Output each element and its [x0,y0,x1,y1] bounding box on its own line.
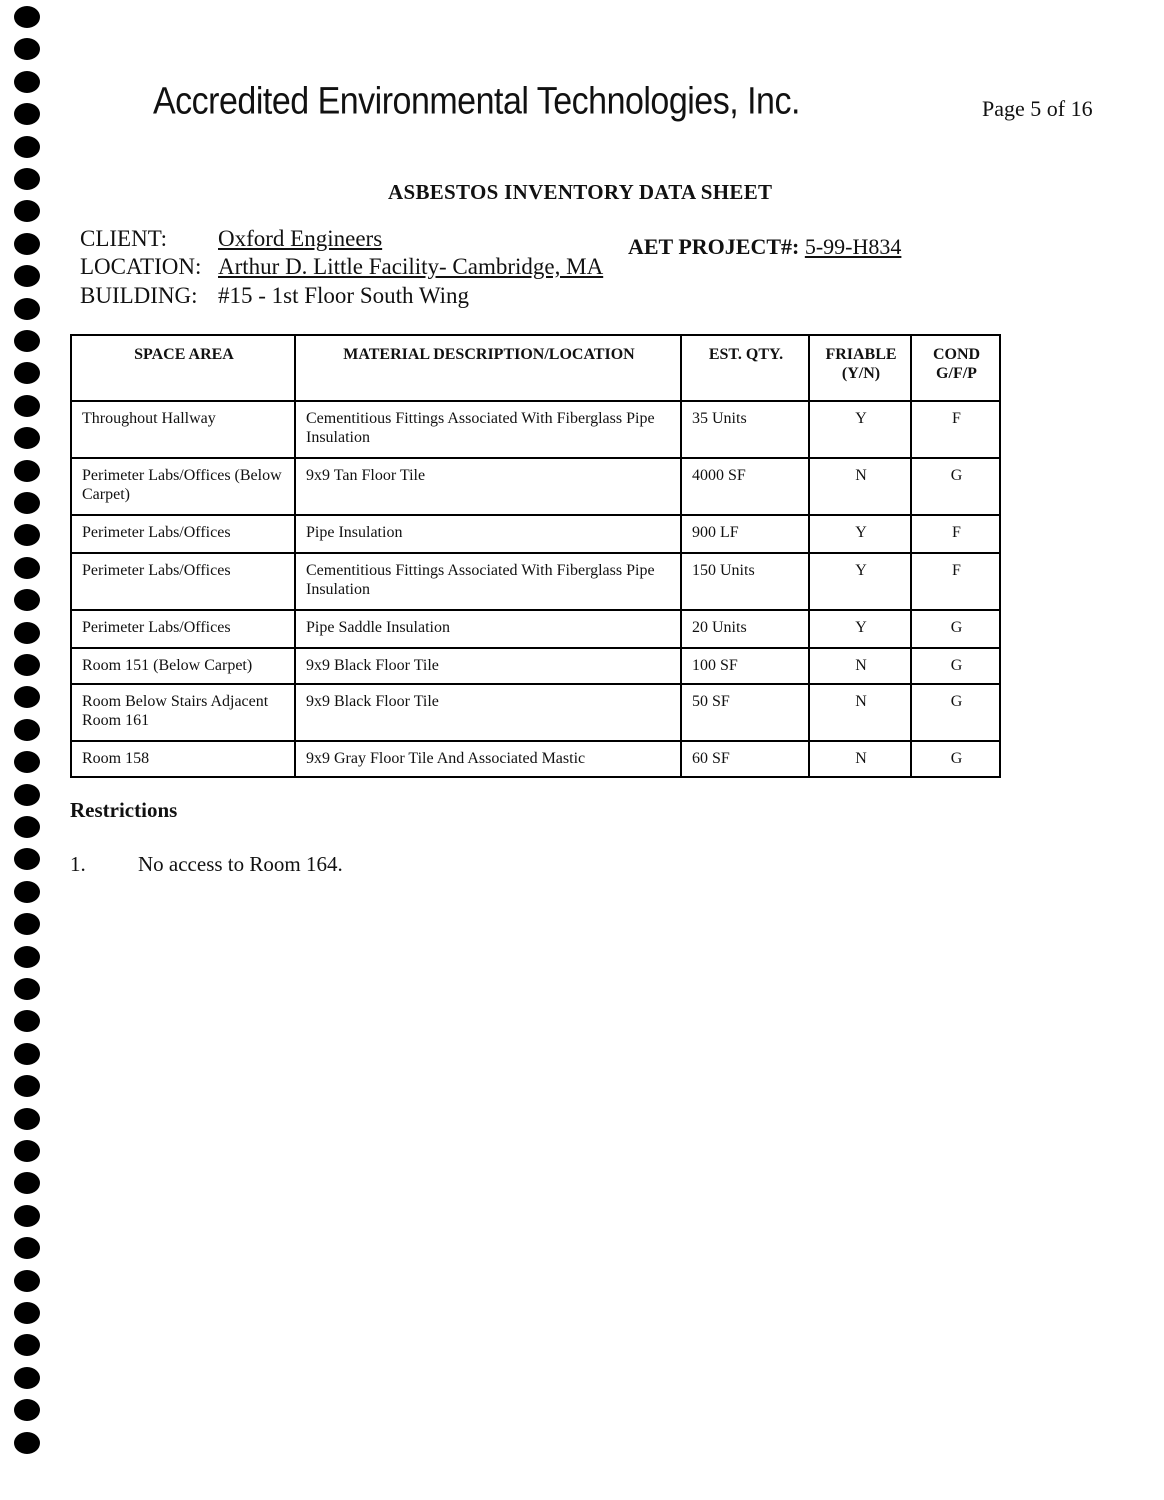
space-area-cell: Room Below Stairs Adjacent Room 161 [71,684,295,741]
material-cell: 9x9 Black Floor Tile [295,684,681,741]
binder-hole [14,1172,40,1194]
table-row [71,553,1000,610]
binder-hole [14,654,40,676]
table-row [71,684,1000,741]
qty-cell: 4000 SF [681,458,809,515]
location-label: LOCATION: [80,254,202,279]
qty-cell: 100 SF [681,648,809,684]
binder-hole [14,168,40,190]
space-area-cell: Room 151 (Below Carpet) [71,648,295,684]
material-cell: Cementitious Fittings Associated With Fiberglass Pipe Insulation [295,553,681,610]
binder-hole [14,557,40,579]
friable-cell: Y [809,610,911,648]
binder-hole [14,1010,40,1032]
building-label: BUILDING: [80,283,198,308]
header-space-area: SPACE AREA [71,335,295,401]
binder-hole [14,1140,40,1162]
client-label: CLIENT: [80,226,168,251]
material-cell: 9x9 Tan Floor Tile [295,458,681,515]
table-header-row [71,335,1000,401]
space-area-cell: Room 158 [71,741,295,777]
binder-hole [14,492,40,514]
material-cell: 9x9 Gray Floor Tile And Associated Mastic [295,741,681,777]
cond-cell: G [911,610,1000,648]
binder-hole [14,946,40,968]
binder-hole [14,913,40,935]
binder-hole [14,1237,40,1259]
header-material: MATERIAL DESCRIPTION/LOCATION [295,335,681,401]
binder-hole [14,1399,40,1421]
table-row [71,610,1000,648]
building-line [80,283,469,309]
binder-hole [14,881,40,903]
client-value: Oxford Engineers [218,226,383,251]
binder-hole [14,1043,40,1065]
friable-cell: N [809,684,911,741]
cond-cell: G [911,684,1000,741]
material-cell: 9x9 Black Floor Tile [295,648,681,684]
binder-hole [14,136,40,158]
table-row [71,515,1000,553]
binder-hole [14,265,40,287]
page-number: Page 5 of 16 [982,96,1093,121]
binder-hole [14,1075,40,1097]
binder-hole [14,6,40,28]
binder-hole [14,330,40,352]
binder-hole [14,816,40,838]
table-row [71,458,1000,515]
table-row [71,648,1000,684]
binder-hole [14,751,40,773]
binder-hole [14,848,40,870]
qty-cell: 50 SF [681,684,809,741]
building-value: #15 - 1st Floor South Wing [218,283,470,308]
binder-hole [14,589,40,611]
friable-cell: N [809,458,911,515]
material-cell: Pipe Saddle Insulation [295,610,681,648]
binder-hole [14,1302,40,1324]
space-area-cell: Perimeter Labs/Offices [71,553,295,610]
company-name: Accredited Environmental Technologies, Inc. [153,80,800,123]
binder-hole [14,460,40,482]
qty-cell: 900 LF [681,515,809,553]
binder-hole [14,427,40,449]
friable-cell: N [809,648,911,684]
qty-cell: 35 Units [681,401,809,458]
friable-cell: Y [809,515,911,553]
header-friable: FRIABLE (Y/N) [809,335,911,401]
binder-hole [14,686,40,708]
binder-holes [14,6,42,1496]
location-line [80,254,603,280]
binder-hole [14,1270,40,1292]
friable-cell: Y [809,553,911,610]
binder-hole [14,362,40,384]
restrictions-heading: Restrictions [70,798,178,822]
restriction-text: No access to Room 164. [138,852,343,876]
project-line [628,234,901,260]
inventory-table [70,334,1001,778]
table-row [71,741,1000,777]
space-area-cell: Throughout Hallway [71,401,295,458]
material-cell: Cementitious Fittings Associated With Fiberglass Pipe Insulation [295,401,681,458]
table-row [71,401,1000,458]
header-est-qty: EST. QTY. [681,335,809,401]
binder-hole [14,1367,40,1389]
qty-cell: 150 Units [681,553,809,610]
cond-cell: F [911,401,1000,458]
cond-cell: G [911,741,1000,777]
qty-cell: 20 Units [681,610,809,648]
header-cond: COND G/F/P [911,335,1000,401]
binder-hole [14,1432,40,1454]
binder-hole [14,622,40,644]
binder-hole [14,1334,40,1356]
binder-hole [14,298,40,320]
material-cell: Pipe Insulation [295,515,681,553]
binder-hole [14,719,40,741]
binder-hole [14,1205,40,1227]
binder-hole [14,233,40,255]
restriction-item [70,852,343,877]
project-value: 5-99-H834 [804,234,902,259]
binder-hole [14,978,40,1000]
location-value: Arthur D. Little Facility- Cambridge, MA [218,254,604,279]
binder-hole [14,200,40,222]
project-label: AET PROJECT#: [628,234,800,259]
cond-cell: F [911,553,1000,610]
cond-cell: F [911,515,1000,553]
binder-hole [14,784,40,806]
space-area-cell: Perimeter Labs/Offices [71,515,295,553]
space-area-cell: Perimeter Labs/Offices (Below Carpet) [71,458,295,515]
cond-cell: G [911,648,1000,684]
restriction-number: 1. [70,852,86,876]
binder-hole [14,103,40,125]
binder-hole [14,1108,40,1130]
binder-hole [14,524,40,546]
friable-cell: Y [809,401,911,458]
binder-hole [14,71,40,93]
sheet-title: ASBESTOS INVENTORY DATA SHEET [388,180,773,204]
binder-hole [14,38,40,60]
client-line [80,226,382,252]
qty-cell: 60 SF [681,741,809,777]
binder-hole [14,395,40,417]
cond-cell: G [911,458,1000,515]
friable-cell: N [809,741,911,777]
space-area-cell: Perimeter Labs/Offices [71,610,295,648]
